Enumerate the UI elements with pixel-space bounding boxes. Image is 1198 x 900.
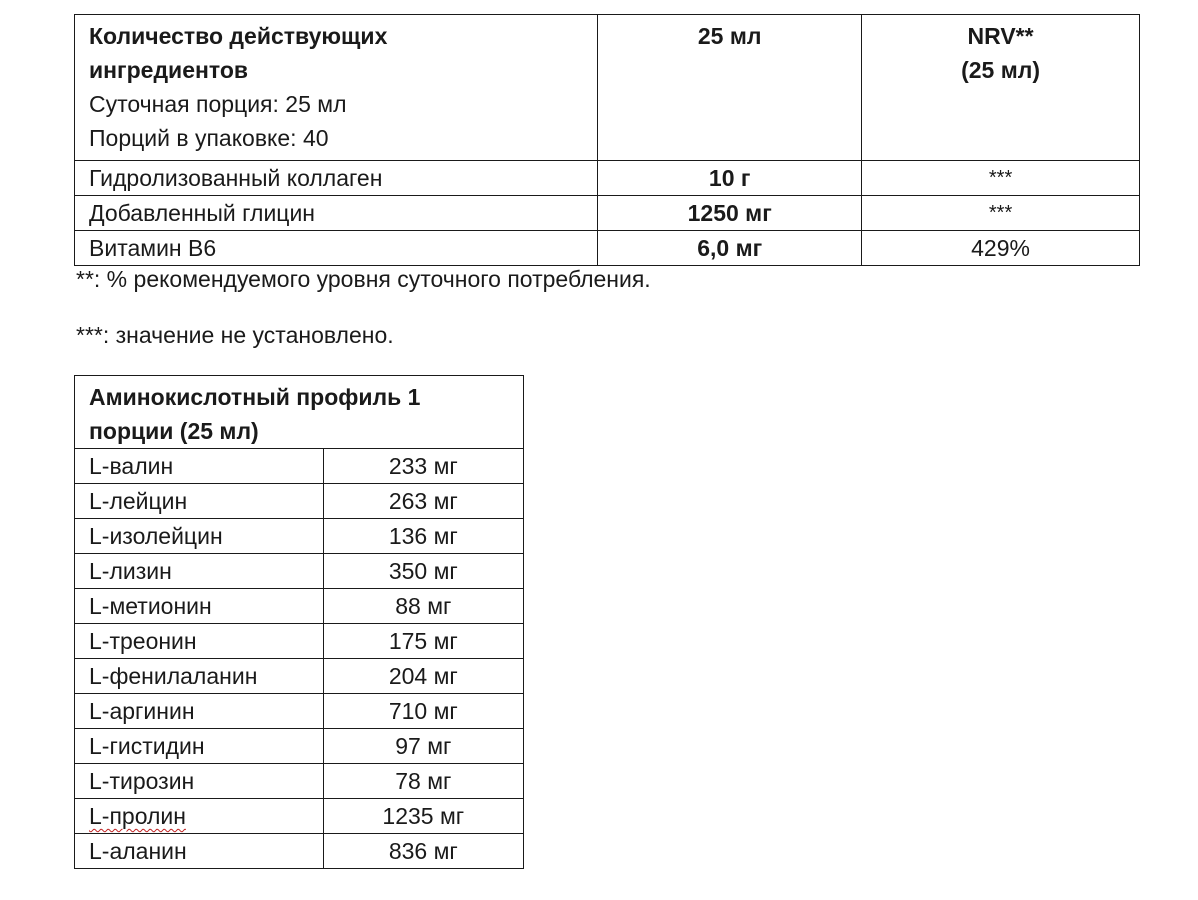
amino-title-cell (75, 376, 524, 449)
amino-name: L-аланин (75, 834, 324, 869)
amino-value: 1235 мг (323, 799, 523, 834)
amino-value: 710 мг (323, 694, 523, 729)
table-row (75, 554, 524, 589)
amino-title-line1: Аминокислотный профиль 1 (89, 384, 421, 410)
table-row (75, 484, 524, 519)
amino-name: L-пролин (89, 803, 186, 829)
ingredients-header-cell (75, 15, 598, 161)
ingredients-title-line1: Количество действующих (89, 23, 388, 49)
amino-value: 136 мг (323, 519, 523, 554)
amino-value: 97 мг (323, 729, 523, 764)
amino-name: L-лейцин (75, 484, 324, 519)
daily-portion-text: Суточная порция: 25 мл (89, 91, 347, 117)
amino-value: 175 мг (323, 624, 523, 659)
table-row (75, 659, 524, 694)
table-row (75, 729, 524, 764)
ingredient-nrv: 429% (862, 231, 1140, 266)
amino-name: L-лизин (75, 554, 324, 589)
amino-name: L-треонин (75, 624, 324, 659)
table-row (75, 519, 524, 554)
table-row (75, 161, 1140, 196)
ingredient-amount: 1250 мг (598, 196, 862, 231)
footnote-not-established: ***: значение не установлено. (76, 322, 394, 348)
amount-column-header: 25 мл (598, 15, 862, 161)
amino-value: 263 мг (323, 484, 523, 519)
nutrition-header-row (75, 15, 1140, 161)
table-row (75, 196, 1140, 231)
amino-name-cell (75, 799, 324, 834)
table-row (75, 764, 524, 799)
amino-value: 350 мг (323, 554, 523, 589)
amino-name: L-гистидин (75, 729, 324, 764)
table-row (75, 694, 524, 729)
amino-value: 78 мг (323, 764, 523, 799)
table-row (75, 624, 524, 659)
amino-header-row (75, 376, 524, 449)
amino-value: 88 мг (323, 589, 523, 624)
nrv-header-line1: NRV** (967, 23, 1034, 49)
ingredient-nrv: *** (862, 196, 1140, 231)
amino-name: L-тирозин (75, 764, 324, 799)
ingredient-amount: 10 г (598, 161, 862, 196)
nutrition-table (74, 14, 1140, 266)
table-row (75, 834, 524, 869)
table-row (75, 231, 1140, 266)
ingredient-name: Гидролизованный коллаген (75, 161, 598, 196)
table-row (75, 589, 524, 624)
table-row (75, 799, 524, 834)
ingredient-name: Витамин В6 (75, 231, 598, 266)
ingredient-name: Добавленный глицин (75, 196, 598, 231)
ingredient-amount: 6,0 мг (598, 231, 862, 266)
amino-name: L-аргинин (75, 694, 324, 729)
portions-per-pack-text: Порций в упаковке: 40 (89, 125, 329, 151)
nrv-column-header (862, 15, 1140, 161)
amino-value: 836 мг (323, 834, 523, 869)
amino-title-line2: порции (25 мл) (89, 418, 259, 444)
amino-value: 233 мг (323, 449, 523, 484)
ingredients-title-line2: ингредиентов (89, 57, 249, 83)
amino-name: L-метионин (75, 589, 324, 624)
amino-name: L-фенилаланин (75, 659, 324, 694)
footnote-nrv: **: % рекомендуемого уровня суточного потребления. (76, 266, 651, 292)
nrv-header-line2: (25 мл) (961, 57, 1041, 83)
ingredient-nrv: *** (862, 161, 1140, 196)
table-row (75, 449, 524, 484)
amino-acid-table (74, 375, 524, 869)
amino-name: L-изолейцин (75, 519, 324, 554)
amino-value: 204 мг (323, 659, 523, 694)
amino-name: L-валин (75, 449, 324, 484)
